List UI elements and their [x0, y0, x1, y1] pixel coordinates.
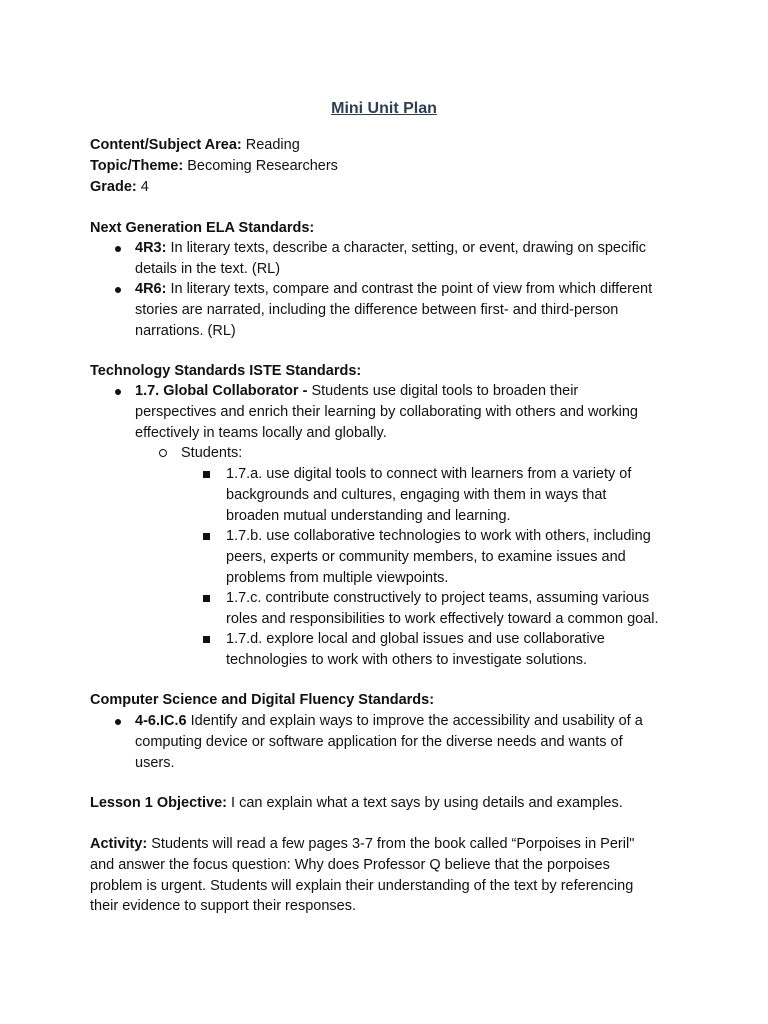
content-area-line	[90, 135, 300, 156]
iste-sub-text: 1.7.d. explore local and global issues and use collaborative	[226, 631, 605, 647]
iste-sub-text: broaden mutual understanding and learning.	[226, 507, 511, 524]
iste-sub-item-c	[226, 588, 659, 630]
cs-heading: Computer Science and Digital Fluency Standards:	[90, 692, 435, 708]
iste-sub-text: technologies to work with others to investigate solutions.	[226, 651, 588, 668]
bullet-icon	[115, 279, 121, 300]
ela-code: 4R6:	[135, 281, 167, 297]
objective-line	[90, 793, 623, 814]
ela-text: narrations. (RL)	[135, 322, 236, 339]
topic-value: Becoming Researchers	[183, 158, 338, 174]
ela-text: stories are narrated, including the difference between first- and third-person	[135, 301, 619, 318]
iste-code: 1.7. Global Collaborator -	[135, 383, 308, 399]
ela-code: 4R3:	[135, 240, 167, 256]
iste-text: effectively in teams locally and globally.	[135, 424, 387, 441]
iste-sub-item-a	[226, 464, 631, 526]
activity-text: problem is urgent. Students will explain their understanding of the text by referencing	[90, 877, 634, 894]
iste-sub-text: 1.7.b. use collaborative technologies to work with others, including	[226, 528, 651, 544]
content-area-value: Reading	[241, 137, 300, 153]
bullet-icon	[115, 711, 121, 732]
ela-text: In literary texts, describe a character, setting, or event, drawing on specific	[166, 240, 646, 256]
iste-sub-item-d	[226, 629, 605, 671]
ela-text: details in the text. (RL)	[135, 260, 281, 277]
iste-sub-text: peers, experts or community members, to examine issues and	[226, 548, 626, 565]
ela-item-4r3	[135, 238, 646, 280]
objective-label: Lesson 1 Objective:	[90, 795, 227, 811]
cs-text: computing device or software application for the diverse needs and wants of	[135, 733, 623, 750]
bullet-icon	[115, 381, 121, 402]
square-bullet-icon	[203, 588, 210, 609]
cs-text: Identify and explain ways to improve the accessibility and usability of a	[186, 713, 643, 729]
iste-text: Students use digital tools to broaden their	[307, 383, 579, 399]
iste-sub-item-b	[226, 526, 651, 588]
activity-text: their evidence to support their responses.	[90, 898, 356, 915]
square-bullet-icon	[203, 526, 210, 547]
activity-text: and answer the focus question: Why does Professor Q believe that the porpoises	[90, 856, 610, 873]
grade-label: Grade:	[90, 179, 137, 195]
cs-item	[135, 711, 643, 773]
content-area-label: Content/Subject Area:	[90, 137, 242, 153]
iste-heading: Technology Standards ISTE Standards:	[90, 363, 362, 379]
objective-value: I can explain what a text says by using details and examples.	[227, 795, 623, 811]
bullet-icon	[115, 238, 121, 259]
topic-label: Topic/Theme:	[90, 158, 184, 174]
iste-sub-text: problems from multiple viewpoints.	[226, 569, 449, 586]
iste-sub-text: backgrounds and cultures, engaging with them in ways that	[226, 486, 607, 503]
hollow-bullet-icon	[159, 443, 167, 464]
activity-block	[90, 834, 634, 917]
activity-text: Students will read a few pages 3-7 from the book called “Porpoises in Peril"	[147, 836, 635, 852]
ela-heading: Next Generation ELA Standards:	[90, 220, 315, 236]
cs-text: users.	[135, 754, 175, 771]
iste-sub-text: roles and responsibilities to work effectively toward a common goal.	[226, 610, 659, 627]
grade-value: 4	[136, 179, 149, 195]
iste-sub-text: 1.7.c. contribute constructively to project teams, assuming various	[226, 590, 650, 606]
iste-sub-text: 1.7.a. use digital tools to connect with learners from a variety of	[226, 466, 632, 482]
iste-sub-label: Students:	[181, 445, 243, 461]
square-bullet-icon	[203, 464, 210, 485]
topic-line	[90, 156, 338, 177]
ela-item-4r6	[135, 279, 652, 341]
grade-line	[90, 177, 149, 198]
ela-text: In literary texts, compare and contrast the point of view from which different	[166, 281, 653, 297]
cs-code: 4-6.IC.6	[135, 713, 187, 729]
square-bullet-icon	[203, 629, 210, 650]
iste-text: perspectives and enrich their learning by collaborating with others and working	[135, 403, 638, 420]
activity-label: Activity:	[90, 836, 148, 852]
iste-item-1-7	[135, 381, 638, 443]
page-title: Mini Unit Plan	[331, 100, 437, 117]
